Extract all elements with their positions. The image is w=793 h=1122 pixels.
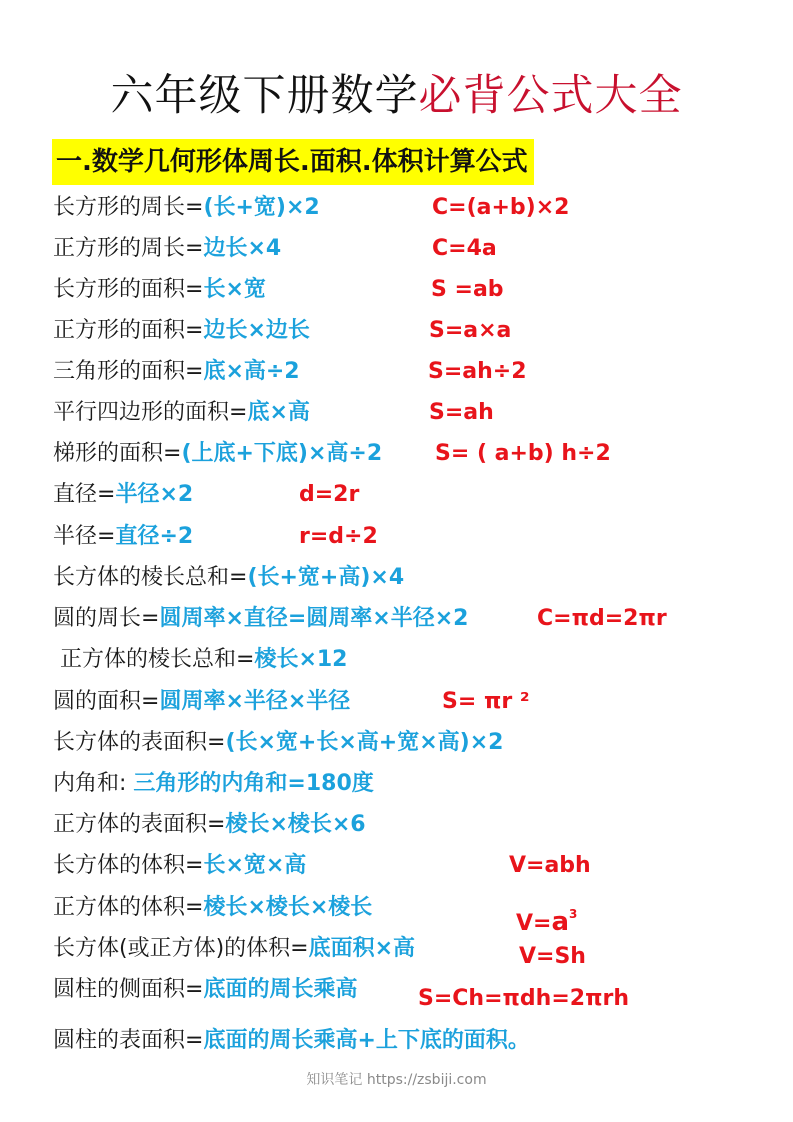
title-part-red: 必背公式大全 bbox=[418, 71, 683, 121]
formula-symbol: S=ah bbox=[429, 400, 494, 425]
formula-symbol: V=abh bbox=[509, 853, 591, 878]
formula-expression: (长+宽+高)×4 bbox=[247, 565, 405, 590]
formula-text bbox=[53, 725, 503, 761]
formula-symbol: V=Sh bbox=[519, 944, 586, 969]
formula-label: 正方体的体积= bbox=[53, 895, 204, 920]
formula-text bbox=[53, 519, 193, 555]
formula-text bbox=[53, 354, 300, 390]
formula-expression: (上底+下底)×高÷2 bbox=[181, 441, 383, 466]
formula-expression: 三角形的内角和=180度 bbox=[133, 771, 374, 796]
formula-symbol: C=πd=2πr bbox=[537, 606, 667, 631]
formula-expression: 棱长×12 bbox=[254, 647, 348, 672]
formula-expression: (长+宽)×2 bbox=[203, 195, 320, 220]
formula-expression: 半径×2 bbox=[115, 482, 194, 507]
formula-label: 圆的面积= bbox=[53, 689, 160, 714]
formula-symbol: d=2r bbox=[299, 482, 360, 507]
formula-text bbox=[53, 890, 372, 926]
formula-expression: 长×宽×高 bbox=[203, 853, 307, 878]
formula-row bbox=[0, 231, 793, 267]
formula-row bbox=[0, 931, 793, 967]
formula-text bbox=[53, 807, 366, 843]
formula-label: 内角和: bbox=[53, 771, 134, 796]
formula-expression: 圆周率×半径×半径 bbox=[159, 689, 351, 714]
formula-row bbox=[0, 972, 793, 1011]
formula-text bbox=[53, 190, 320, 226]
formula-row bbox=[0, 272, 793, 308]
formula-label: 正方形的周长= bbox=[53, 236, 204, 261]
formula-text bbox=[53, 395, 310, 431]
formula-text bbox=[53, 1023, 530, 1059]
formula-label: 长方形的周长= bbox=[53, 195, 204, 220]
formula-text bbox=[53, 972, 357, 1008]
formula-row bbox=[0, 725, 793, 761]
formula-symbol: S=Ch=πdh=2πrh bbox=[418, 986, 629, 1011]
formula-row bbox=[0, 1023, 793, 1059]
formula-expression: 底面积×高 bbox=[308, 936, 416, 961]
formula-expression: 边长×边长 bbox=[203, 318, 310, 343]
formula-expression: 底面的周长乘高 bbox=[203, 977, 358, 1002]
formula-label: 正方体的棱长总和= bbox=[53, 647, 255, 672]
formula-row bbox=[0, 313, 793, 349]
formula-label: 长方形的面积= bbox=[53, 277, 204, 302]
formula-expression: 底面的周长乘高+上下底的面积。 bbox=[203, 1028, 530, 1053]
formula-expression: 圆周率×直径=圆周率×半径×2 bbox=[159, 606, 469, 631]
symbol-exponent: 3 bbox=[569, 907, 578, 921]
formula-label: 圆柱的表面积= bbox=[53, 1028, 204, 1053]
formula-expression: 底×高÷2 bbox=[203, 359, 300, 384]
formula-text bbox=[53, 601, 468, 637]
formula-expression: 长×宽 bbox=[203, 277, 266, 302]
formula-text bbox=[53, 436, 382, 472]
formula-label: 圆柱的侧面积= bbox=[53, 977, 204, 1002]
formula-label: 长方体的表面积= bbox=[53, 730, 226, 755]
formula-row bbox=[0, 519, 793, 555]
formula-label: 直径= bbox=[53, 482, 116, 507]
formula-text bbox=[53, 684, 350, 720]
formula-row bbox=[0, 890, 793, 937]
symbol-variable: a bbox=[551, 907, 570, 937]
formula-label: 长方体(或正方体)的体积= bbox=[53, 936, 309, 961]
formula-expression: 棱长×棱长×6 bbox=[225, 812, 366, 837]
formula-text bbox=[53, 272, 266, 308]
formula-symbol: C=(a+b)×2 bbox=[432, 195, 570, 220]
formula-row bbox=[0, 766, 793, 802]
formula-row bbox=[0, 477, 793, 513]
footer-watermark: 知识笔记 https://zsbiji.com bbox=[306, 1072, 487, 1088]
formula-expression: 底×高 bbox=[247, 400, 310, 425]
formula-label: 正方形的面积= bbox=[53, 318, 204, 343]
formula-label: 梯形的面积= bbox=[53, 441, 182, 466]
formula-row bbox=[0, 642, 793, 678]
formula-row bbox=[0, 190, 793, 226]
formula-expression: (长×宽+长×高+宽×高)×2 bbox=[225, 730, 504, 755]
formula-row bbox=[0, 560, 793, 596]
formula-symbol: S =ab bbox=[431, 277, 504, 302]
formula-symbol: r=d÷2 bbox=[299, 524, 378, 549]
formula-text bbox=[53, 931, 415, 967]
section-heading: 一.数学几何形体周长.面积.体积计算公式 bbox=[52, 139, 534, 185]
formula-label: 半径= bbox=[53, 524, 116, 549]
formula-symbol: S= ( a+b) h÷2 bbox=[435, 441, 611, 466]
formula-text bbox=[53, 766, 374, 802]
formula-label: 正方体的表面积= bbox=[53, 812, 226, 837]
formula-row bbox=[0, 848, 793, 884]
formula-label: 三角形的面积= bbox=[53, 359, 204, 384]
formula-text bbox=[53, 642, 348, 678]
formula-text bbox=[53, 313, 310, 349]
formula-symbol: S= πr ² bbox=[442, 689, 530, 714]
formula-symbol: S=ah÷2 bbox=[428, 359, 527, 384]
formula-row bbox=[0, 684, 793, 720]
formula-text bbox=[53, 231, 281, 267]
page-title bbox=[0, 62, 793, 123]
formula-row bbox=[0, 436, 793, 472]
formula-symbol: C=4a bbox=[432, 236, 497, 261]
formula-row bbox=[0, 395, 793, 431]
formula-label: 长方体的棱长总和= bbox=[53, 565, 248, 590]
formula-expression: 棱长×棱长×棱长 bbox=[203, 895, 373, 920]
formula-text bbox=[53, 848, 306, 884]
formula-label: 平行四边形的面积= bbox=[53, 400, 248, 425]
title-part-black: 六年级下册数学 bbox=[110, 71, 419, 121]
formula-label: 长方体的体积= bbox=[53, 853, 204, 878]
formula-row bbox=[0, 601, 793, 637]
formula-expression: 直径÷2 bbox=[115, 524, 194, 549]
symbol-base: V= bbox=[516, 911, 552, 936]
formula-expression: 边长×4 bbox=[203, 236, 282, 261]
formula-symbol: S=a×a bbox=[429, 318, 512, 343]
formula-text bbox=[53, 477, 193, 513]
formula-row bbox=[0, 807, 793, 843]
formula-label: 圆的周长= bbox=[53, 606, 160, 631]
formula-row bbox=[0, 354, 793, 390]
formula-text bbox=[53, 560, 404, 596]
